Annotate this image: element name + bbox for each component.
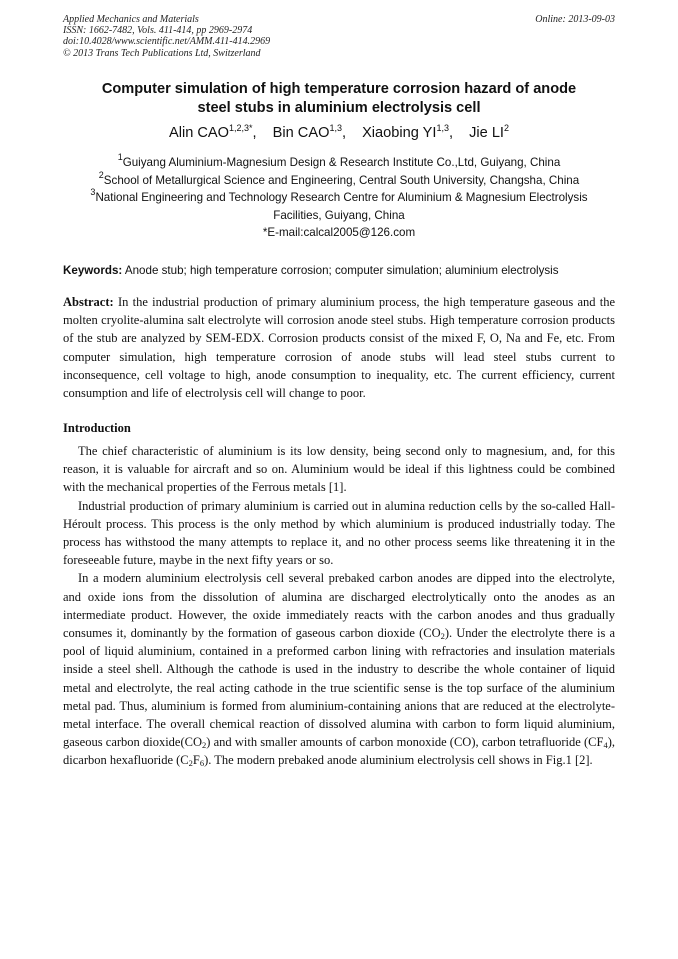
section-heading-introduction: Introduction	[63, 421, 131, 435]
author: Jie $LI^2$	[469, 123, 510, 141]
author: Xiaobing YI$^{1,3}$,	[362, 123, 454, 141]
keywords	[63, 263, 615, 278]
title-line-1: Computer simulation of high temperature corrosion hazard of anode	[101, 81, 577, 97]
journal-copyright: © 2013 Trans Tech Publications Ltd, Switzerland	[63, 47, 261, 59]
abstract	[63, 293, 615, 402]
keywords-label: Keywords:	[63, 264, 123, 277]
abstract-label: Abstract:	[63, 295, 114, 309]
contact-email: *E-mail:calcal2005@126.com	[262, 226, 416, 240]
journal-doi: doi:10.4028/www.scientific.net/AMM.411-414.2969	[63, 36, 271, 48]
online-date: Online: 2013-09-03	[535, 14, 615, 25]
author-list	[63, 123, 615, 143]
journal-header	[63, 14, 615, 59]
journal-name: Applied Mechanics and Materials	[63, 14, 199, 25]
affiliation-3-cont: Facilities, Guiyang, China	[273, 208, 405, 222]
title-line-2: steel stubs in aluminium electrolysis cell	[197, 99, 481, 116]
paragraph: In a modern aluminium electrolysis cell several prebaked carbon anodes are dipped into the electrolyte, and oxide ions from the dissolution of alumina are discharged electrolytically onto the anodes as an intermediate product. However, the oxide immediately reacts with the carbon anodes and thus gradually consumes it, dominantly by the formation of gaseous carbon dioxide $(CO_2)$. Under the electrolyte there is a pool of liquid aluminium, contained in a preformed carbon lining with refractories and insulation materials inside a steel shell. Although the cathode is used in the industry to describe the whole container of liquid metal and electrolyte, the real acting cathode in the true scientific sense is the top surface of the aluminium metal pad. Thus, aluminium is formed from aluminium-containing anions that are reduced at the electrolyte-metal interface. The overall chemical reaction of dissolved alumina with carbon to form liquid aluminium, gaseous carbon $dioxide(CO_2)$ and with smaller amounts of carbon monoxide (CO), carbon tetrafluoride $(CF_4)$, dicarbon hexafluoride $(C_2F_6)$. The modern prebaked anode aluminium electrolysis cell shows in Fig.1 [2].	[63, 571, 615, 769]
author: Bin CAO$^{1,3}$,	[272, 123, 347, 141]
author: Alin $CAO^{1,2,3*}$,	[168, 123, 257, 141]
keywords-text: Anode stub; high temperature corrosion; computer simulation; aluminium electrolysis	[124, 264, 559, 277]
paragraph: The chief characteristic of aluminium is its low density, being second only to magnesium, and, for this reason, it is valuable for aircraft and so on. Aluminium would be ideal if this lightness could be combined with the mechanical properties of the Ferrous metals [1].	[63, 444, 615, 495]
abstract-text: In the industrial production of primary aluminium process, the high temperature gaseous and the molten cryolite-alumina salt electrolyte will corrosion anode steel stubs. High temperature corrosion products of the stub are analyzed by SEM-EDX. Corrosion products consist of the mixed F, O, Na and Fe, etc. From computer simulation, high temperature corrosion of anode stubs will lead steel stubs current to inconsequence, cell voltage to high, anode consumption to inequality, etc. The current efficiency, current consumption and life of electrolysis cell will change to poor.	[63, 295, 616, 401]
affiliation-3: $^3$National Engineering and Technology Research Centre for Aluminium & Magnesium Electrolysis	[90, 187, 588, 205]
paragraph: Industrial production of primary aluminium is carried out in alumina reduction cells by the so-called Hall- Héroult process. This process is the only method by which aluminium is produced industrially today. The process has withstood the many attempts to replace it, and no other process seems like threatening it in the foreseeable future, maybe in the next fifty years or so.	[63, 498, 615, 568]
introduction-body	[63, 442, 615, 770]
affiliations	[63, 154, 615, 242]
affiliation-2: $^2$School of Metallurgical Science and Engineering, Central South University, Changsha, China	[98, 169, 580, 187]
paper-title	[63, 80, 615, 117]
affiliation-1: $^1$Guiyang Aluminium-Magnesium Design & Research Institute Co.,Ltd, Guiyang, China	[117, 152, 561, 169]
journal-issn: ISSN: 1662-7482, Vols. 411-414, pp 2969-2974	[63, 25, 253, 37]
